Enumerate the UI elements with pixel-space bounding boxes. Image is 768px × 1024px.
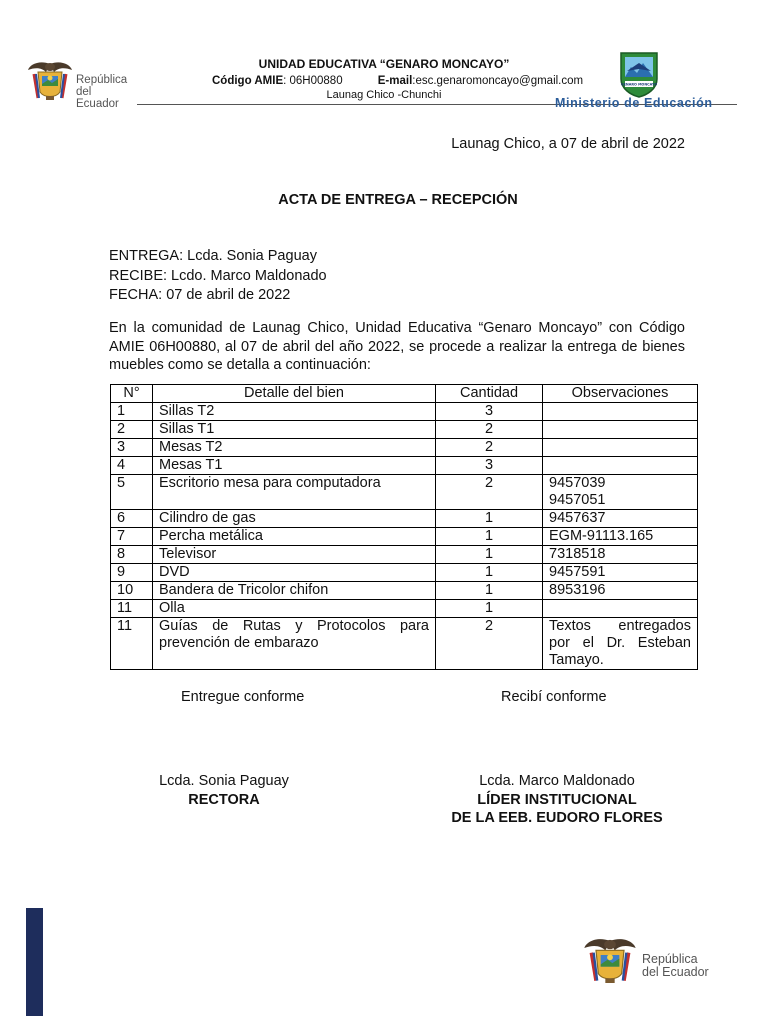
- row-number-cell: 7: [111, 528, 153, 546]
- row-detail-cell: Olla: [153, 600, 436, 618]
- row-detail-cell: Mesas T2: [153, 439, 436, 457]
- table-row: [111, 403, 698, 421]
- row-number-cell: 3: [111, 439, 153, 457]
- row-quantity-cell: 2: [436, 618, 543, 670]
- school-name: UNIDAD EDUCATIVA “GENARO MONCAYO”: [258, 57, 510, 71]
- table-row: [111, 600, 698, 618]
- table-row: [111, 457, 698, 475]
- entrega-line: ENTREGA: Lcda. Sonia Paguay: [109, 248, 317, 264]
- school-shield-icon: [617, 49, 661, 99]
- row-number-cell: 8: [111, 546, 153, 564]
- document-title: ACTA DE ENTREGA – RECEPCIÓN: [278, 192, 518, 208]
- school-shield-logo: [617, 49, 661, 99]
- row-number-cell: 4: [111, 457, 153, 475]
- school-logo-text: GENARO MONCAYO: [620, 82, 658, 87]
- row-detail-cell: Escritorio mesa para computadora: [153, 475, 436, 510]
- received-conform-label: Recibí conforme: [501, 689, 607, 705]
- footer-side-bar: [26, 908, 43, 1016]
- col-header-observations: Observaciones: [543, 385, 698, 403]
- right-signature-block: [407, 772, 707, 828]
- school-contact-line: [212, 75, 583, 87]
- row-observations-cell: 9457591: [543, 564, 698, 582]
- row-quantity-cell: 1: [436, 528, 543, 546]
- row-quantity-cell: 1: [436, 564, 543, 582]
- row-observations-cell: 8953196: [543, 582, 698, 600]
- items-table: [110, 384, 698, 670]
- row-number-cell: 1: [111, 403, 153, 421]
- row-number-cell: 2: [111, 421, 153, 439]
- row-detail-cell: DVD: [153, 564, 436, 582]
- republic-text-line1: República: [76, 74, 128, 86]
- row-observations-cell: [543, 421, 698, 439]
- place-and-date: Launag Chico, a 07 de abril de 2022: [451, 136, 685, 152]
- coat-of-arms-icon: [582, 933, 638, 991]
- row-observations-cell: [543, 457, 698, 475]
- row-observations-cell: [543, 600, 698, 618]
- amie-value: : 06H00880: [283, 75, 343, 87]
- row-number-cell: 9: [111, 564, 153, 582]
- delivery-metadata: [109, 247, 327, 306]
- row-number-cell: 10: [111, 582, 153, 600]
- left-signature-block: [124, 772, 324, 809]
- row-detail-cell: Televisor: [153, 546, 436, 564]
- email-label: E-mail: [377, 75, 413, 87]
- row-quantity-cell: 1: [436, 510, 543, 528]
- row-detail-cell: Percha metálica: [153, 528, 436, 546]
- left-signer-role: RECTORA: [188, 791, 260, 808]
- row-detail-cell: Bandera de Tricolor chifon: [153, 582, 436, 600]
- right-signer-role-1: LÍDER INSTITUCIONAL: [477, 791, 637, 808]
- row-number-cell: 5: [111, 475, 153, 510]
- delivered-conform-label: Entregue conforme: [181, 689, 305, 705]
- amie-label: Código AMIE: [212, 75, 284, 87]
- table-row: [111, 528, 698, 546]
- ministry-label: Ministerio de Educación: [555, 96, 713, 110]
- footer-republic-text-line1: República: [642, 952, 698, 966]
- republic-logo-footer: [582, 933, 712, 993]
- table-row: [111, 582, 698, 600]
- row-detail-cell: Sillas T2: [153, 403, 436, 421]
- col-header-number: N°: [111, 385, 153, 403]
- table-header-row: [111, 385, 698, 403]
- row-number-cell: 11: [111, 600, 153, 618]
- row-number-cell: 11: [111, 618, 153, 670]
- left-signer-name: Lcda. Sonia Paguay: [159, 773, 289, 789]
- row-quantity-cell: 1: [436, 600, 543, 618]
- table-row: [111, 618, 698, 670]
- recibe-line: RECIBE: Lcdo. Marco Maldonado: [109, 267, 327, 284]
- fecha-line: FECHA: 07 de abril de 2022: [109, 287, 291, 303]
- row-observations-cell: [543, 439, 698, 457]
- row-quantity-cell: 3: [436, 403, 543, 421]
- row-quantity-cell: 2: [436, 421, 543, 439]
- school-location: Launag Chico -Chunchi: [326, 89, 442, 101]
- row-number-cell: 6: [111, 510, 153, 528]
- table-row: [111, 564, 698, 582]
- col-header-detail: Detalle del bien: [153, 385, 436, 403]
- row-detail-cell: Sillas T1: [153, 421, 436, 439]
- intro-paragraph: En la comunidad de Launag Chico, Unidad Educativa “Genaro Moncayo” con Código AMIE 06H00880, al 07 de abril del año 2022, se procede a realizar la entrega de bienes muebles como se detalla a continuación:: [109, 320, 685, 373]
- row-quantity-cell: 2: [436, 439, 543, 457]
- row-quantity-cell: 3: [436, 457, 543, 475]
- row-quantity-cell: 2: [436, 475, 543, 510]
- right-signer-role-2: DE LA EEB. EUDORO FLORES: [451, 810, 663, 826]
- row-observations-cell: [543, 403, 698, 421]
- table-row: [111, 510, 698, 528]
- row-detail-cell: Mesas T1: [153, 457, 436, 475]
- row-observations-cell: 9457637: [543, 510, 698, 528]
- table-row: [111, 475, 698, 510]
- row-detail-cell: Guías de Rutas y Protocolos para prevención de embarazo: [153, 618, 436, 670]
- row-quantity-cell: 1: [436, 546, 543, 564]
- col-header-quantity: Cantidad: [436, 385, 543, 403]
- row-observations-cell: EGM-91113.165: [543, 528, 698, 546]
- row-quantity-cell: 1: [436, 582, 543, 600]
- republic-text-line2: del Ecuador: [76, 86, 119, 110]
- footer-republic-text-line2: del Ecuador: [642, 965, 709, 979]
- table-row: [111, 439, 698, 457]
- email-value: :esc.genaromoncayo@gmail.com: [412, 75, 584, 87]
- row-observations-cell: Textos entregados por el Dr. Esteban Tamayo.: [543, 618, 698, 670]
- row-detail-cell: Cilindro de gas: [153, 510, 436, 528]
- right-signer-name: Lcda. Marco Maldonado: [479, 773, 635, 789]
- row-observations-cell: 7318518: [543, 546, 698, 564]
- row-observations-cell: 9457039 9457051: [543, 475, 698, 510]
- table-row: [111, 546, 698, 564]
- table-row: [111, 421, 698, 439]
